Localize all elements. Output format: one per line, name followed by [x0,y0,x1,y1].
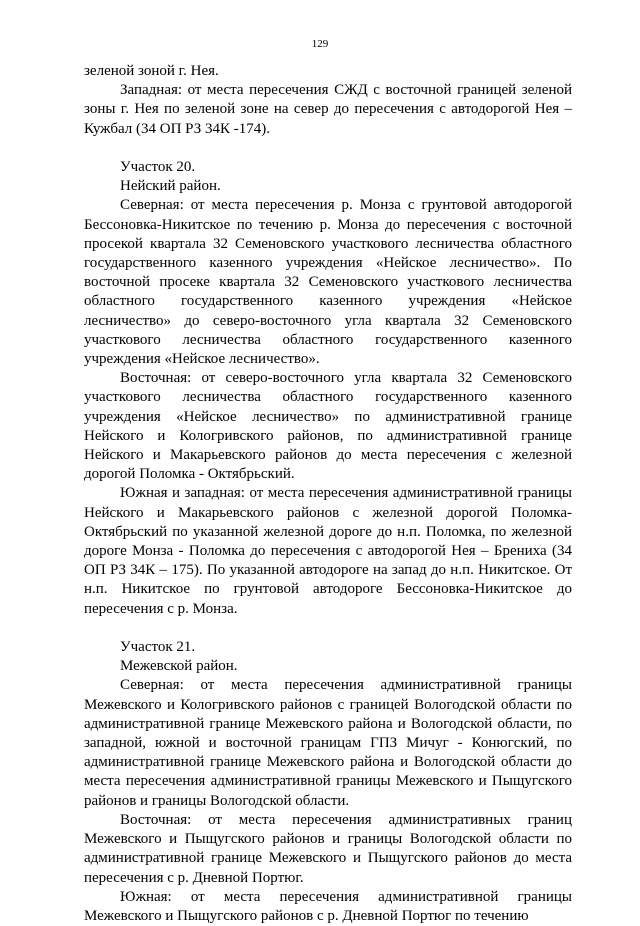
paragraph-east-border-21: Восточная: от места пересечения административных границ Межевского и Пыщугского районов и границы Вологодской области по административной границе Межевского и Пыщугского районов до места пересечения с р. Дневной Портюг. [84,811,572,886]
paragraph-east-border-20: Восточная: от северо-восточного угла квартала 32 Семеновского участкового лесничества областного государственного казенного учреждения «Нейское лесничество» по административной границе Нейского и Кологривского районов, по административной границе Нейского и Макарьевского районов до места пересечения с железной дорогой Поломка - Октябрьский. [84,370,572,483]
document-body [84,62,572,926]
page-number: 129 [311,38,329,50]
paragraph-spacer [84,619,572,638]
paragraph-north-border-20: Северная: от места пересечения р. Монза с грунтовой автодорогой Бессоновка-Никитское по течению р. Монза до пересечения с восточной просекой квартала 32 Семеновского участкового лесничества областного государственного казенного учреждения «Нейское лесничество». По восточной просеке квартала 32 Семеновского участкового лесничества областного государственного казенного учреждения «Нейское лесничество» до северо-восточного угла квартала 32 Семеновского участкового лесничества областного государственного казенного учреждения «Нейское лесничество». [84,197,572,368]
paragraph-continuation: зеленой зоной г. Нея. [84,63,219,79]
paragraph-spacer [84,139,572,158]
section-heading-21: Участок 21. [120,639,196,656]
district-heading-21: Межевской район. [120,658,238,675]
district-heading-20: Нейский район. [120,178,221,195]
section-heading-20: Участок 20. [120,159,196,175]
paragraph-west-border: Западная: от места пересечения СЖД с восточной границей зеленой зоны г. Нея по зеленой зоне на север до пересечения с автодорогой Нея – Кужбал (34 ОП РЗ 34К -174). [84,82,572,137]
paragraph-north-border-21: Северная: от места пересечения административной границы Межевского и Кологривского районов с границей Вологодской области по административной границе Межевского района и Вологодской области, по западной, южной и восточной границам ГПЗ Мичуг - Конюгский, по административной границе Межевского района и Вологодской области до места пересечения административной границы Межевского и Пыщугского районов и границы Вологодской области. [84,677,572,809]
paragraph-south-border-21: Южная: от места пересечения административной границы Межевского и Пыщугского районов с р. Дневной Портюг по течению [84,888,572,924]
paragraph-south-west-border-20: Южная и западная: от места пересечения административной границы Нейского и Макарьевского районов с железной дорогой Поломка-Октябрьский по указанной железной дороге до н.п. Поломка, по железной дороге Монза - Поломка до пересечения с автодорогой Нея – Брениха (34 ОП РЗ 34К – 175). По указанной автодороге на запад до н.п. Никитское. От н.п. Никитское по грунтовой автодороге Бессоновка-Никитское до пересечения с р. Монза. [84,485,572,617]
